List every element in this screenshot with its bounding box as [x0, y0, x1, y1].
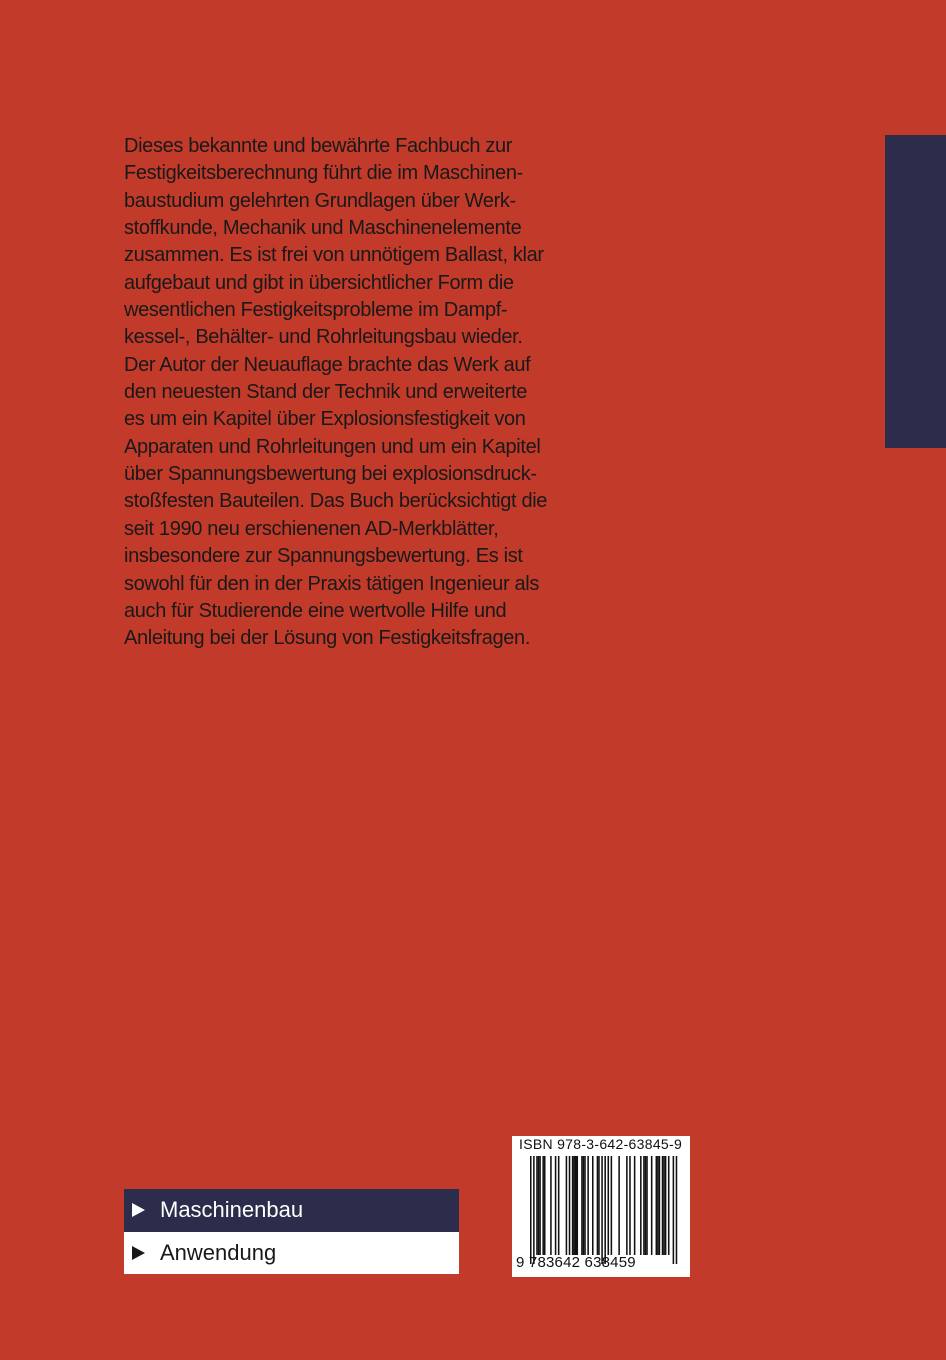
book-description — [124, 133, 624, 653]
barcode-bar — [598, 1156, 600, 1255]
barcode-bar — [659, 1156, 661, 1255]
description-line: Apparaten und Rohrleitungen und um ein Kapitel — [124, 435, 541, 458]
barcode-bar — [575, 1156, 577, 1255]
triangle-right-icon — [132, 1203, 145, 1217]
description-line: seit 1990 neu erschienenen AD-Merkblätter, — [124, 517, 499, 540]
barcode-bar — [558, 1156, 560, 1255]
barcode-bar — [646, 1156, 648, 1255]
barcode-bar — [618, 1156, 620, 1255]
description-line: Dieses bekannte und bewährte Fachbuch zur — [124, 135, 513, 157]
category-maschinenbau — [124, 1189, 459, 1232]
description-line: zusammen. Es ist frei von unnötigem Ballast, klar — [124, 244, 544, 267]
barcode-bar — [634, 1156, 636, 1255]
description-line: über Spannungsbewertung bei explosionsdruck- — [124, 463, 537, 486]
description-line: aufgebaut und gibt in übersichtlicher Form die — [124, 271, 514, 294]
barcode-bar — [584, 1156, 586, 1255]
description-line: stoffkunde, Mechanik und Maschinenelemente — [124, 217, 522, 240]
barcode-bar — [657, 1156, 659, 1255]
barcode-bar — [640, 1156, 642, 1255]
isbn-barcode — [512, 1136, 690, 1277]
description-line: auch für Studierende eine wertvolle Hilfe und — [124, 599, 507, 622]
barcode-bar — [555, 1156, 557, 1255]
barcode-digits: 9 783642 638459 — [516, 1254, 636, 1271]
barcode-bar — [581, 1156, 583, 1255]
spine-color-band — [885, 135, 946, 448]
description-line: baustudium gelehrten Grundlagen über Werk- — [124, 189, 516, 212]
description-line: stoßfesten Bauteilen. Das Buch berücksichtigt die — [124, 490, 548, 513]
subject-categories — [124, 1189, 459, 1274]
barcode-bar — [550, 1156, 552, 1255]
barcode-bar — [544, 1156, 546, 1255]
barcode-bar — [539, 1156, 541, 1255]
description-line: Festigkeitsberechnung führt die im Maschinen- — [124, 162, 523, 185]
category-anwendung — [124, 1232, 459, 1275]
barcode-bar — [530, 1156, 532, 1264]
barcode-bar — [572, 1156, 574, 1255]
barcode-bar — [601, 1156, 603, 1264]
barcode-bar — [592, 1156, 594, 1255]
barcode-bar — [573, 1156, 575, 1255]
barcode-bar — [629, 1156, 631, 1255]
barcode-bar — [656, 1156, 658, 1255]
barcode-bar — [668, 1156, 670, 1255]
barcode-bar — [665, 1156, 667, 1255]
description-line: den neuesten Stand der Technik und erweiterte — [124, 381, 528, 404]
barcode-bar — [673, 1156, 675, 1264]
description-line: Anleitung bei der Lösung von Festigkeitsfragen. — [124, 627, 531, 650]
triangle-right-icon — [132, 1246, 145, 1260]
barcode-bar — [626, 1156, 628, 1255]
barcode-bar — [536, 1156, 538, 1255]
barcode-bar — [645, 1156, 647, 1255]
description-line: Der Autor der Neuauflage brachte das Werk auf — [124, 353, 531, 376]
description-line: kessel-, Behälter- und Rohrleitungsbau wieder. — [124, 326, 523, 349]
barcode-bar — [538, 1156, 540, 1255]
description-line: es um ein Kapitel über Explosionsfestigkeit von — [124, 408, 526, 431]
barcode-bar — [533, 1156, 535, 1264]
barcode-bar — [577, 1156, 579, 1255]
category-label: Maschinenbau — [160, 1197, 304, 1223]
description-line: wesentlichen Festigkeitsprobleme im Dampf- — [124, 299, 508, 322]
barcode-bar — [663, 1156, 665, 1255]
barcode-bar — [608, 1156, 610, 1255]
barcode-bar — [651, 1156, 653, 1255]
barcode-bar — [604, 1156, 606, 1264]
isbn-label: ISBN 978-3-642-63845-9 — [519, 1136, 683, 1152]
barcode-bar — [587, 1156, 589, 1255]
barcode-bar — [566, 1156, 568, 1255]
category-label: Anwendung — [160, 1239, 277, 1265]
barcode-bar — [569, 1156, 571, 1255]
barcode-bar — [542, 1156, 544, 1255]
barcode-bar — [611, 1156, 613, 1255]
description-line: sowohl für den in der Praxis tätigen Ingenieur als — [124, 572, 539, 595]
barcode-bar — [676, 1156, 678, 1264]
barcode-bar — [643, 1156, 645, 1255]
barcode-bar — [597, 1156, 599, 1255]
description-line: insbesondere zur Spannungsbewertung. Es ist — [124, 545, 523, 568]
barcode-bar — [583, 1156, 585, 1255]
barcode-bar — [662, 1156, 664, 1255]
